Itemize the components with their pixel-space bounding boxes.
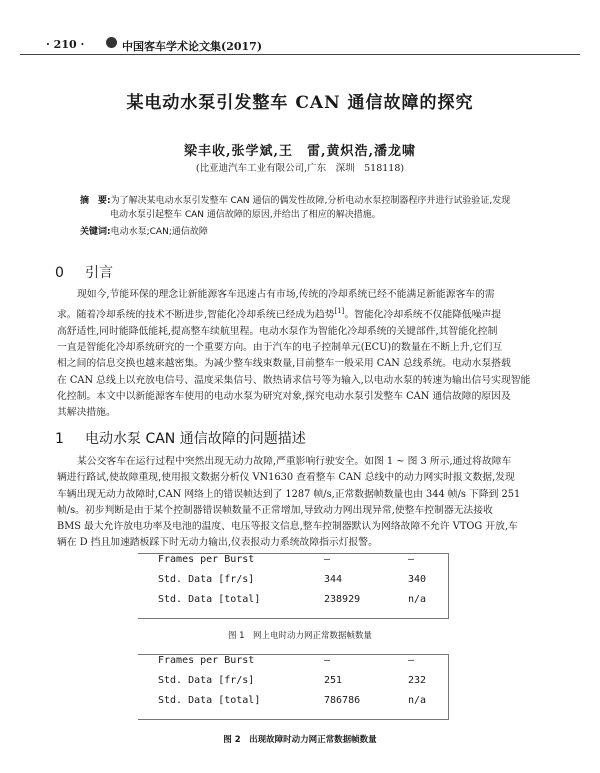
table-cell: 344 — [324, 574, 343, 585]
table-cell: Std. Data [fr/s] — [158, 675, 255, 686]
author-affiliation: (比亚迪汽车工业有限公司,广东 深圳 518118) — [195, 163, 405, 174]
header-rule — [20, 54, 580, 55]
section-0-line: 现如今,节能环保的理念让新能源客车迅速占有市场,传统的冷却系统已经不能满足新能源客车的需 — [77, 289, 495, 300]
keywords-label: 关键词: — [80, 227, 111, 237]
journal-emblem-icon — [106, 37, 117, 48]
table-cell: 232 — [408, 675, 427, 686]
table-cell: – — [408, 655, 415, 666]
figure-2-table — [138, 654, 449, 720]
table-cell: 786786 — [324, 695, 361, 706]
figure-1-table — [138, 553, 449, 619]
section-0-line: 化控制。本文中以新能源客车使用的电动水泵为研究对象,探究电动水泵引发整车 CAN 通信故障的原因及 — [57, 391, 511, 403]
table-cell: – — [408, 554, 415, 565]
section-1-line: BMS 最大允许放电功率及电池的温度、电压等报文信息,整车控制器默认为网络故障不允许 VTOG 开放,车 — [57, 521, 518, 533]
paper-title: 某电动水泵引发整车 CAN 通信故障的探究 — [126, 93, 474, 113]
table-row — [138, 594, 448, 612]
paper-authors: 梁丰收,张学斌,王 雷,黄炽浩,潘龙啸 — [183, 144, 417, 159]
figure-2-caption: 图 2 出现故障时动力网正常数据帧数量 — [223, 735, 377, 745]
table-row — [138, 695, 448, 713]
table-cell: 238929 — [324, 594, 361, 605]
table-cell: Frames per Burst — [158, 655, 255, 666]
table-row — [138, 675, 448, 693]
page-number: · 210 · — [46, 38, 85, 51]
section-1-line: 帧/s。初步判断是由于某个控制器错误帧数量不正常增加,导致动力网出现异常,使整车控制器无法接收 — [57, 504, 493, 516]
table-row — [138, 574, 448, 592]
section-1-line: 车辆出现无动力故障时,CAN 网络上的错误帧达到了 1287 帧/s,正常数据帧数量也由 344 帧/s 下降到 251 — [57, 488, 521, 500]
table-row — [138, 554, 448, 572]
section-0-line: 求。随着冷却系统的技术不断进步,智能化冷却系统已经成为趋势[1]。智能化冷却系统不仅能降低噪声提 — [57, 307, 502, 321]
table-cell: Std. Data [total] — [158, 695, 261, 706]
section-1-heading — [55, 428, 306, 448]
section-0-heading — [55, 262, 113, 282]
abstract-label: 摘 要: — [80, 196, 111, 206]
section-0-line: 相之间的信息交换也越来越密集。为减少整车线束数量,目前整车一般采用 CAN 总线系统。电动水泵搭载 — [57, 358, 511, 370]
section-1-body — [57, 454, 547, 552]
section-0-line: 高舒适性,同时能降低能耗,提高整车续航里程。电动水泵作为智能化冷却系统的关键部件,其智能化控制 — [57, 325, 498, 337]
section-1-title: 电动水泵 CAN 通信故障的问题描述 — [85, 431, 306, 447]
section-1-line: 某公交客车在运行过程中突然出现无动力故障,严重影响行驶安全。如图 1 ~ 图 3 所示,通过将故障车 — [77, 456, 512, 467]
running-header — [20, 34, 580, 56]
section-1-line: 辆在 D 挡且加速踏板踩下时无动力输出,仪表报动力系统故障指示灯报警。 — [57, 537, 378, 549]
keywords-text: 电动水泵;CAN;通信故障 — [110, 227, 208, 237]
table-cell: 340 — [408, 574, 427, 585]
table-cell: Std. Data [fr/s] — [158, 574, 255, 585]
section-0-number: 0 — [55, 265, 64, 281]
table-cell: 251 — [324, 675, 343, 686]
section-0-title: 引言 — [85, 265, 113, 281]
section-0-body — [57, 287, 547, 422]
citation: [1] — [334, 307, 345, 316]
abstract-line-1: 为了解决某电动水泵引发整车 CAN 通信的偶发性故障,分析电动水泵控制器程序并进行试验验证,发现 — [110, 196, 511, 206]
table-cell: n/a — [408, 594, 427, 605]
abstract-line-2: 电动水泵引起整车 CAN 通信故障的原因,并给出了相应的解决措施。 — [110, 210, 381, 220]
section-0-line: 一直是智能化冷却系统研究的一个重要方向。由于汽车的电子控制单元(ECU)的数量在不断上升,它们互 — [57, 342, 503, 354]
figure-1-caption: 图 1 网上电时动力网正常数据帧数量 — [227, 631, 373, 641]
table-cell: Frames per Burst — [158, 554, 255, 565]
section-0-line: 在 CAN 总线上以充放电信号、温度采集信号、散热请求信号等为输入,以电动水泵的转速为输出信号实现智能 — [57, 374, 531, 386]
table-cell: – — [324, 554, 331, 565]
table-cell: n/a — [408, 695, 427, 706]
section-1-number: 1 — [55, 431, 64, 447]
table-cell: Std. Data [total] — [158, 594, 261, 605]
abstract — [80, 194, 550, 222]
table-cell: – — [324, 655, 331, 666]
table-row — [138, 655, 448, 673]
journal-title: 中国客车学术论文集(2017) — [122, 40, 263, 53]
keywords — [80, 224, 550, 237]
section-0-line: 其解决措施。 — [57, 407, 116, 419]
section-1-line: 辆进行路试,使故障重现,使用报文数据分析仪 VN1630 查看整车 CAN 总线中的动力网实时报文数据,发现 — [57, 472, 515, 484]
